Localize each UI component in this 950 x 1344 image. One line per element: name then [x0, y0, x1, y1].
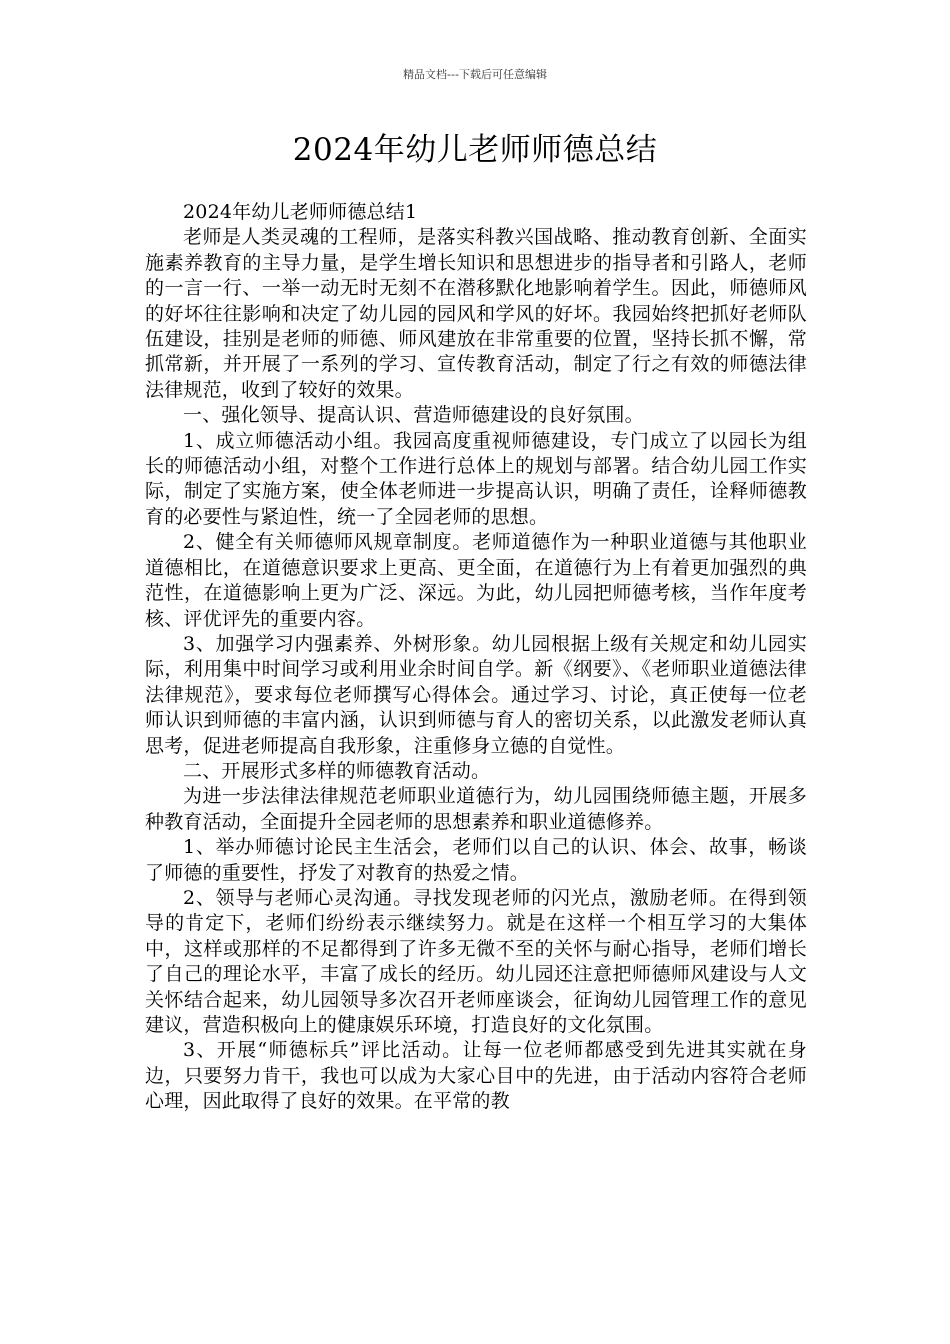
paragraph: 1、举办师德讨论民主生活会，老师们以自己的认识、体会、故事，畅谈了师德的重要性，抒发了对教育的热爱之情。: [145, 836, 807, 884]
paragraph: 1、成立师德活动小组。我园高度重视师德建设，专门成立了以园长为组长的师德活动小组，对整个工作进行总体上的规划与部署。结合幼儿园工作实际，制定了实施方案，使全体老师进一步提高认识，明确了责任，诠释师德教育的必要性与紧迫性，统一了全园老师的思想。: [145, 429, 807, 528]
section-heading: 2024年幼儿老师师德总结1: [183, 201, 418, 223]
page-header-note: 精品文档---下载后可任意编辑: [403, 68, 547, 81]
document-title: 2024年幼儿老师师德总结: [292, 132, 658, 168]
paragraph: 3、开展“师德标兵”评比活动。让每一位老师都感受到先进其实就在身边，只要努力肯干，我也可以成为大家心目中的先进，由于活动内容符合老师心理，因此取得了良好的效果。在平常的教: [145, 1039, 807, 1113]
paragraph: 2、领导与老师心灵沟通。寻找发现老师的闪光点，激励老师。在得到领导的肯定下，老师们纷纷表示继续努力。就是在这样一个相互学习的大集体中，这样或那样的不足都得到了许多无微不至的关怀与耐心指导，老师们增长了自己的理论水平，丰富了成长的经历。幼儿园还注意把师德师风建设与人文关怀结合起来，幼儿园领导多次召开老师座谈会，征询幼儿园管理工作的意见建议，营造积极向上的健康娱乐环境，打造良好的文化氛围。: [145, 886, 807, 1036]
paragraph: 2、健全有关师德师风规章制度。老师道德作为一种职业道德与其他职业道德相比，在道德意识要求上更高、更全面，在道德行为上有着更加强烈的典范性，在道德影响上更为广泛、深远。为此，幼儿园把师德考核，当作年度考核、评优评先的重要内容。: [145, 531, 807, 630]
paragraph: 老师是人类灵魂的工程师，是落实科教兴国战略、推动教育创新、全面实施素养教育的主导力量，是学生增长知识和思想进步的指导者和引路人，老师的一言一行、一举一动无时无刻不在潜移默化地影响着学生。因此，师德师风的好坏往往影响和决定了幼儿园的园风和学风的好坏。我园始终把抓好老师队伍建设，挂别是老师的师德、师风建放在非常重要的位置，坚持长抓不懈，常抓常新，并开展了一系列的学习、宣传教育活动，制定了行之有效的师德法律法律规范，收到了较好的效果。: [145, 226, 807, 401]
paragraph: 3、加强学习内强素养、外树形象。幼儿园根据上级有关规定和幼儿园实际，利用集中时间学习或利用业余时间自学。新《纲要》、《老师职业道德法律法律规范》，要求每位老师撰写心得体会。通过学习、讨论，真正使每一位老师认识到师德的丰富内涵，认识到师德与育人的密切关系，以此激发老师认真思考，促进老师提高自我形象，注重修身立德的自觉性。: [145, 632, 807, 757]
paragraph: 为进一步法律法律规范老师职业道德行为，幼儿园围绕师德主题，开展多种教育活动，全面提升全园老师的思想素养和职业道德修养。: [145, 785, 807, 833]
section-heading: 一、强化领导、提高认识、营造师德建设的良好氛围。: [183, 404, 644, 427]
document-body: [145, 200, 807, 1115]
section-heading: 二、开展形式多样的师德教育活动。: [183, 759, 491, 782]
